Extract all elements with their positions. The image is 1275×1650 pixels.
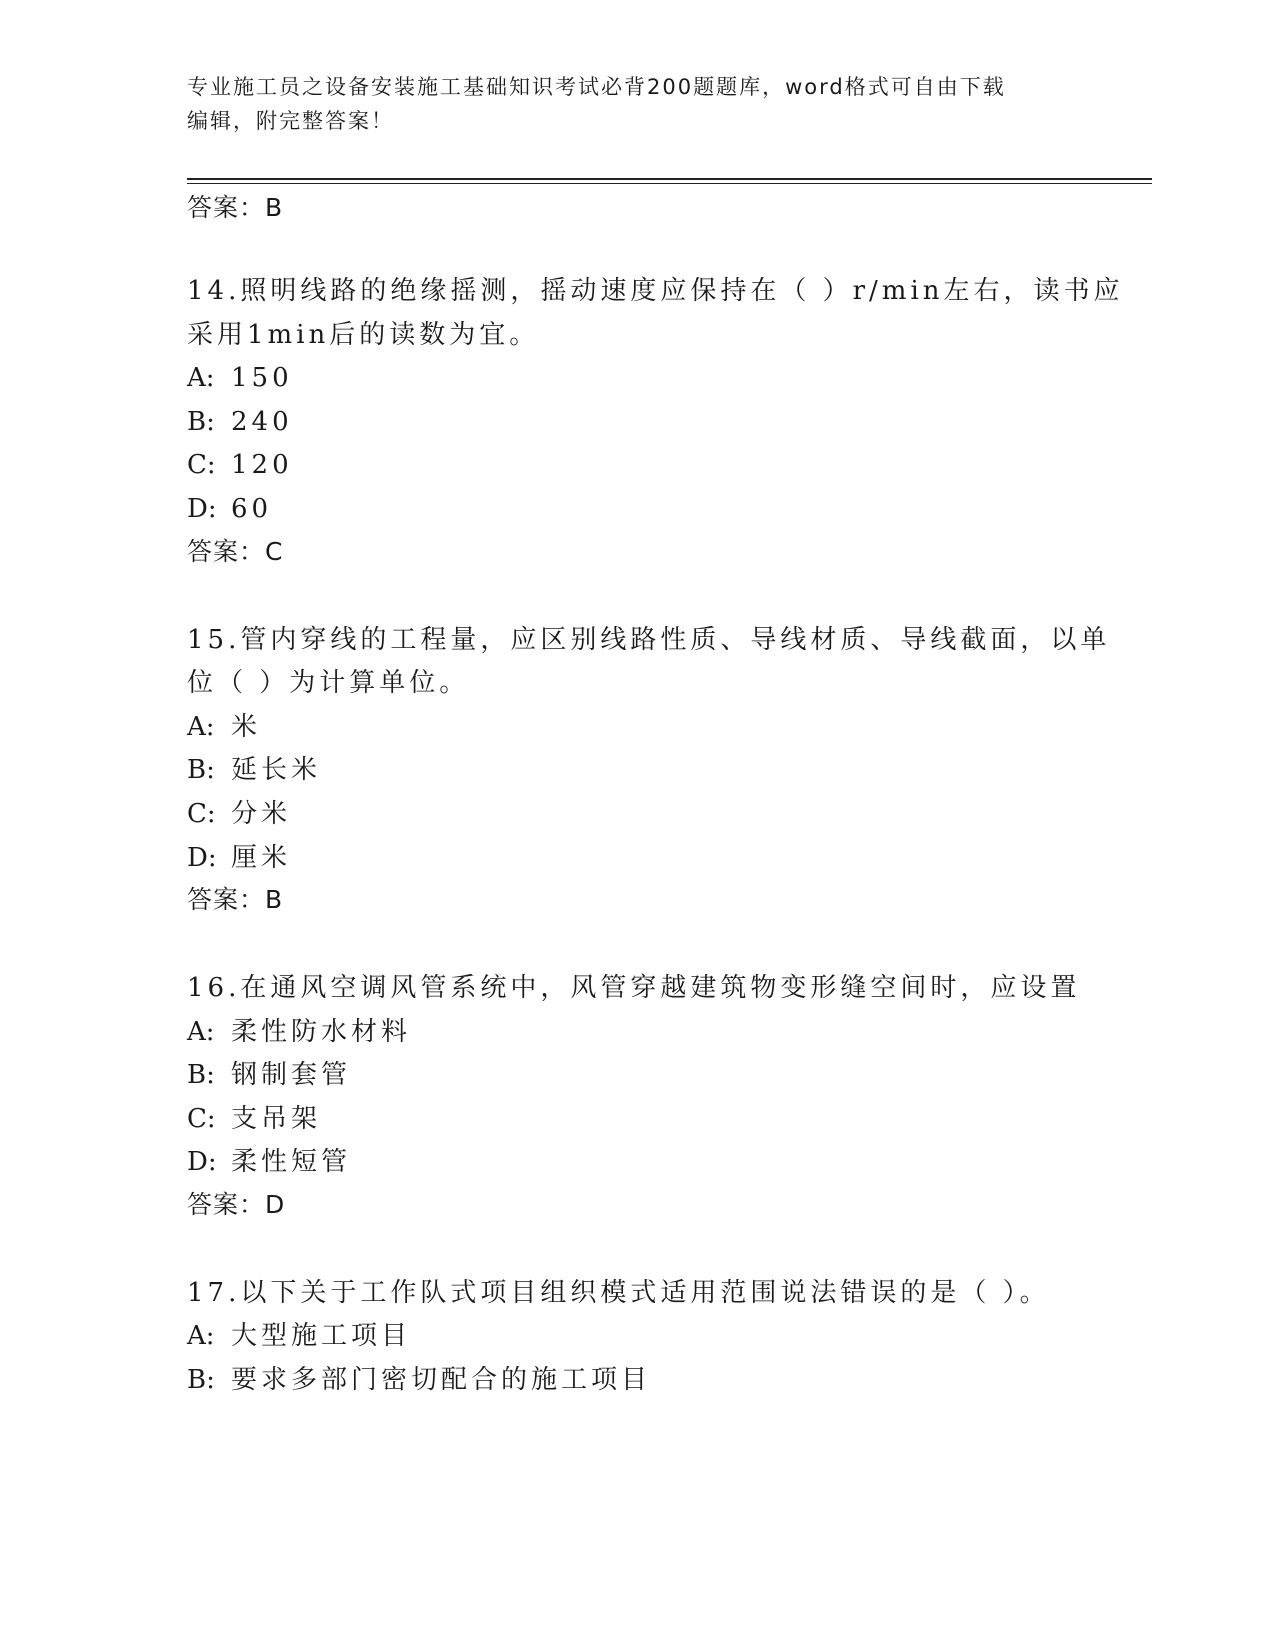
question-17-text-line-1: 17.以下关于工作队式项目组织模式适用范围说法错误的是（ ）。 <box>187 1278 1050 1308</box>
option-text: 240 <box>231 407 293 437</box>
question-16-option-d <box>187 1142 351 1182</box>
option-text: 柔性防水材料 <box>231 1017 412 1047</box>
option-label: A: <box>187 1321 215 1351</box>
option-label: B: <box>187 407 215 437</box>
header-title-line-2: 编辑，附完整答案！ <box>187 109 394 133</box>
question-15-option-d <box>187 838 291 878</box>
option-text: 60 <box>231 494 273 524</box>
question-15-option-c <box>187 794 291 834</box>
question-15-option-b <box>187 750 321 790</box>
question-17-option-b <box>187 1360 651 1400</box>
page-header <box>187 70 1067 138</box>
question-16-text-line-1: 16.在通风空调风管系统中，风管穿越建筑物变形缝空间时，应设置 <box>187 973 1081 1003</box>
option-label: C: <box>187 799 216 829</box>
option-text: 大型施工项目 <box>231 1321 412 1351</box>
option-text: 要求多部门密切配合的施工项目 <box>231 1365 652 1395</box>
option-text: 150 <box>231 363 293 393</box>
header-divider-thick <box>187 178 1152 180</box>
header-divider-thin <box>187 183 1152 184</box>
question-14-answer: 答案：C <box>187 537 284 566</box>
question-17-option-a <box>187 1316 411 1356</box>
option-text: 厘米 <box>231 843 292 873</box>
question-14-option-a <box>187 358 293 398</box>
question-15-text-line-2: 位（ ）为计算单位。 <box>187 668 470 698</box>
option-text: 米 <box>231 712 262 742</box>
option-label: A: <box>187 1017 215 1047</box>
option-label: C: <box>187 450 216 480</box>
question-16-answer: 答案：D <box>187 1190 286 1219</box>
question-15-answer: 答案：B <box>187 885 284 914</box>
question-16-option-c <box>187 1099 321 1139</box>
option-label: D: <box>187 494 217 524</box>
question-14-option-b <box>187 402 293 442</box>
option-label: B: <box>187 755 215 785</box>
option-text: 延长米 <box>231 755 322 785</box>
option-label: B: <box>187 1365 215 1395</box>
option-text: 柔性短管 <box>231 1147 352 1177</box>
header-title-line-1: 专业施工员之设备安装施工基础知识考试必背200题题库，word格式可自由下载 <box>187 75 1006 99</box>
option-label: A: <box>187 363 215 393</box>
question-14-text-line-2: 采用1min后的读数为宜。 <box>187 320 540 350</box>
option-label: B: <box>187 1060 215 1090</box>
question-15-text-line-1: 15.管内穿线的工程量，应区别线路性质、导线材质、导线截面，以单 <box>187 625 1111 655</box>
question-16-option-a <box>187 1012 411 1052</box>
question-14-text-line-1: 14.照明线路的绝缘摇测，摇动速度应保持在（ ）r/min左右，读书应 <box>187 276 1124 306</box>
option-label: C: <box>187 1104 216 1134</box>
option-text: 支吊架 <box>231 1104 322 1134</box>
option-text: 分米 <box>231 799 292 829</box>
option-text: 钢制套管 <box>231 1060 352 1090</box>
question-16-option-b <box>187 1055 351 1095</box>
answer-previous: 答案：B <box>187 193 284 222</box>
option-text: 120 <box>231 450 293 480</box>
question-15-option-a <box>187 707 261 747</box>
question-14-option-d <box>187 489 272 529</box>
option-label: D: <box>187 843 217 873</box>
option-label: A: <box>187 712 215 742</box>
question-14-option-c <box>187 445 293 485</box>
option-label: D: <box>187 1147 217 1177</box>
